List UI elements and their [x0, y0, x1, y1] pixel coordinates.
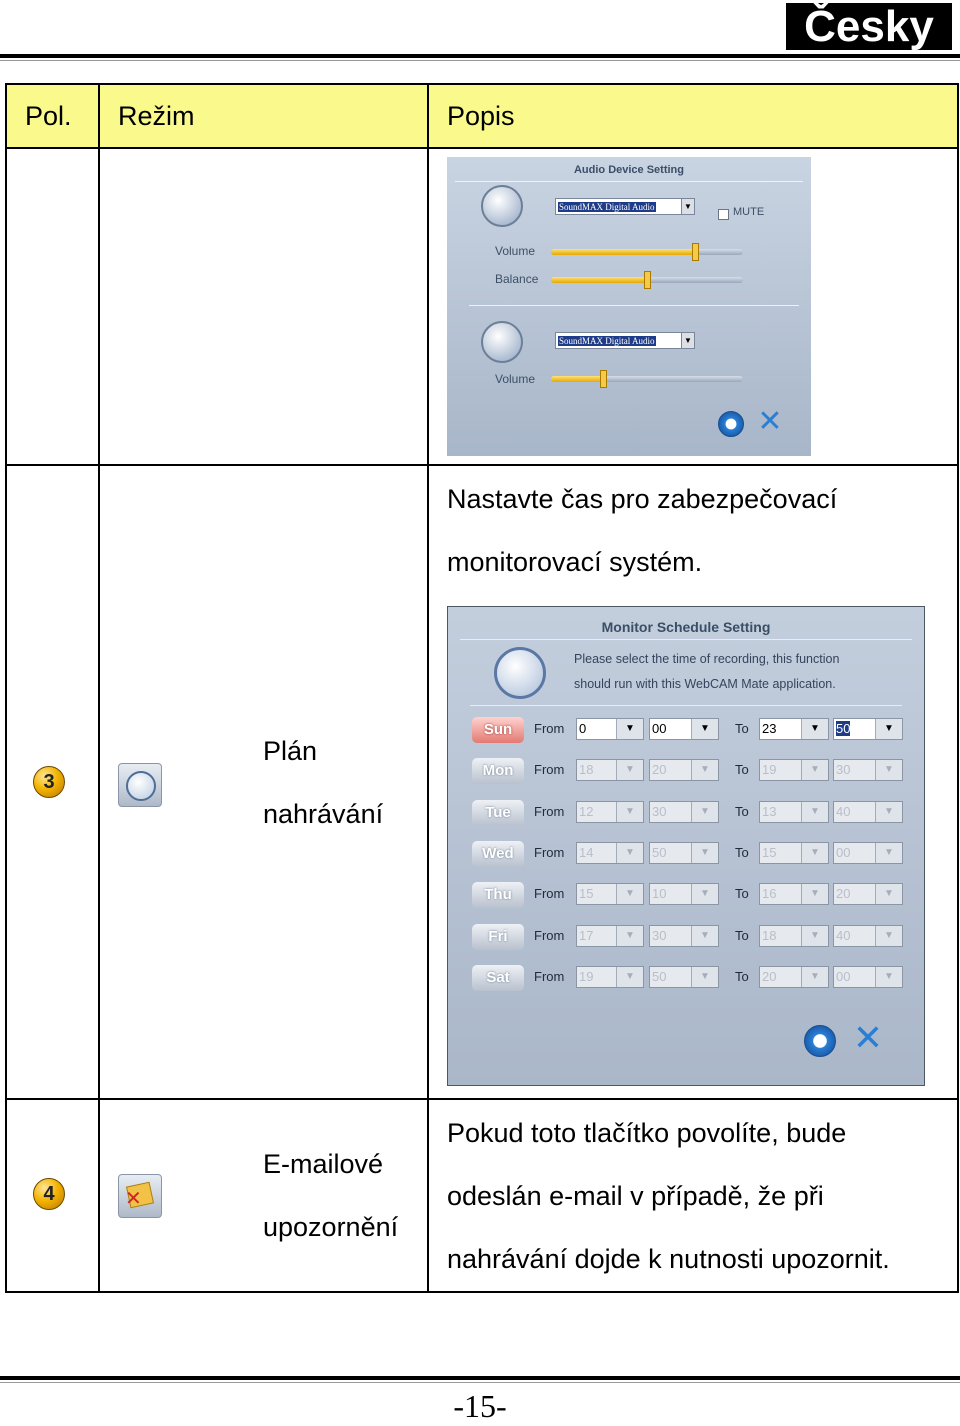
chevron-down-icon: ▼ [875, 760, 902, 780]
chevron-down-icon: ▼ [801, 719, 828, 739]
footer-rule-thin [0, 1382, 960, 1383]
to-label: To [735, 927, 749, 943]
chevron-down-icon: ▼ [616, 926, 643, 946]
to-minute-select-value: 20 [836, 886, 851, 902]
from-minute-select[interactable] [649, 842, 719, 864]
chevron-down-icon: ▼ [801, 802, 828, 822]
clock-icon [494, 647, 546, 699]
balance-label: Balance [495, 272, 539, 286]
mic-volume-slider-thumb[interactable] [600, 370, 607, 388]
feature-table [5, 83, 959, 1293]
from-minute-select-value: 30 [652, 927, 667, 943]
to-label: To [735, 803, 749, 819]
to-hour-select[interactable] [759, 801, 829, 823]
from-label: From [534, 803, 565, 819]
mode-label-4b: upozornění [263, 1212, 399, 1242]
to-minute-select-value: 50 [836, 721, 851, 736]
from-hour-select[interactable] [576, 718, 644, 740]
from-minute-select-value: 10 [652, 886, 667, 902]
table-header-row [6, 84, 958, 148]
cell-pos-3 [6, 465, 99, 1099]
microphone-icon [481, 321, 523, 363]
from-hour-select[interactable] [576, 925, 644, 947]
email-alert-icon: ✕ [118, 1174, 162, 1218]
schedule-note-line2: should run with this WebCAM Mate application. [574, 677, 836, 691]
chevron-down-icon: ▼ [875, 884, 902, 904]
section-divider [470, 705, 902, 706]
to-minute-select-value: 40 [836, 927, 851, 943]
chevron-down-icon: ▼ [691, 967, 718, 987]
to-label: To [735, 844, 749, 860]
mode-label-4a: E-mailové [263, 1149, 384, 1179]
mic-volume-slider-fill [551, 376, 603, 382]
title-divider [460, 639, 912, 640]
to-minute-select[interactable] [833, 842, 903, 864]
audio-device-panel [447, 157, 811, 456]
table-row-3 [6, 465, 958, 1099]
mic-volume-slider[interactable] [551, 376, 743, 382]
apply-button[interactable] [718, 411, 744, 437]
day-button-tue[interactable]: Tue [472, 800, 524, 826]
chevron-down-icon: ▼ [616, 802, 643, 822]
cell-pos-4 [6, 1099, 99, 1292]
chevron-down-icon: ▼ [691, 884, 718, 904]
cell-desc-3 [428, 465, 958, 1099]
from-hour-select[interactable] [576, 801, 644, 823]
language-badge: Česky [786, 3, 952, 50]
from-hour-select-value: 17 [579, 927, 594, 943]
to-hour-select[interactable] [759, 966, 829, 988]
mode-label-3b: nahrávání [263, 799, 384, 829]
chevron-down-icon: ▼ [875, 802, 902, 822]
cell-desc-audio [428, 148, 958, 465]
number-4-icon: 4 [33, 1178, 65, 1210]
to-hour-select-value: 16 [762, 886, 777, 902]
chevron-down-icon: ▼ [875, 843, 902, 863]
day-button-sun[interactable]: Sun [472, 717, 524, 743]
volume-slider-thumb[interactable] [692, 243, 699, 261]
from-hour-select-value: 18 [579, 762, 594, 778]
cell-mode-audio [99, 148, 428, 465]
row3-desc-line1: Nastavte čas pro zabezpečovací [447, 484, 838, 514]
chevron-down-icon: ▼ [681, 199, 694, 214]
to-hour-select[interactable] [759, 759, 829, 781]
to-hour-select-value: 20 [762, 968, 777, 984]
from-label: From [534, 886, 565, 902]
header-desc: Popis [428, 84, 958, 148]
from-label: From [534, 927, 565, 943]
chevron-down-icon: ▼ [801, 843, 828, 863]
chevron-down-icon: ▼ [616, 843, 643, 863]
footer-rule [0, 1376, 960, 1380]
table-row-4 [6, 1099, 958, 1292]
chevron-down-icon: ▼ [681, 333, 694, 348]
from-hour-select-value: 19 [579, 968, 594, 984]
close-button[interactable]: ✕ [852, 1018, 884, 1059]
from-hour-select-value: 15 [579, 886, 594, 902]
volume-slider-fill [551, 249, 695, 255]
to-minute-select[interactable] [833, 801, 903, 823]
to-hour-select-value: 19 [762, 762, 777, 778]
volume-label: Volume [495, 244, 536, 258]
to-hour-select-value: 23 [762, 721, 777, 736]
to-minute-select[interactable] [833, 966, 903, 988]
to-hour-select[interactable] [759, 842, 829, 864]
volume-slider[interactable] [551, 249, 743, 255]
input-device-select[interactable] [555, 332, 695, 349]
day-button-fri[interactable]: Fri [472, 924, 524, 950]
from-hour-select[interactable] [576, 759, 644, 781]
to-hour-select-value: 13 [762, 803, 777, 819]
day-button-sat[interactable]: Sat [472, 965, 524, 991]
day-button-wed[interactable]: Wed [472, 841, 524, 867]
to-minute-select[interactable] [833, 925, 903, 947]
chevron-down-icon: ▼ [691, 719, 718, 739]
output-device-value: SoundMAX Digital Audio [559, 202, 655, 212]
from-hour-select[interactable] [576, 966, 644, 988]
chevron-down-icon: ▼ [801, 760, 828, 780]
chevron-down-icon: ▼ [691, 843, 718, 863]
from-hour-select[interactable] [576, 883, 644, 905]
speaker-icon [481, 185, 523, 227]
section-divider [469, 305, 799, 306]
input-device-value: SoundMAX Digital Audio [559, 336, 655, 346]
from-minute-select-value: 50 [652, 844, 667, 860]
day-button-mon[interactable]: Mon [472, 758, 524, 784]
row4-desc-line3: nahrávání dojde k nutnosti upozornit. [447, 1244, 890, 1274]
from-label: From [534, 844, 565, 860]
chevron-down-icon: ▼ [875, 967, 902, 987]
chevron-down-icon: ▼ [691, 760, 718, 780]
to-minute-select-value: 00 [836, 968, 851, 984]
apply-button[interactable] [804, 1025, 836, 1057]
mute-label: MUTE [733, 206, 765, 218]
chevron-down-icon: ▼ [616, 967, 643, 987]
to-hour-select-value: 15 [762, 844, 777, 860]
from-hour-select-value: 14 [579, 844, 594, 860]
chevron-down-icon: ▼ [875, 719, 902, 739]
from-hour-select-value: 12 [579, 803, 594, 819]
header-mode: Režim [99, 84, 428, 148]
cell-mode-3 [99, 465, 428, 1099]
from-minute-select[interactable] [649, 801, 719, 823]
cell-desc-4 [428, 1099, 958, 1292]
from-label: From [534, 968, 565, 984]
mic-volume-label: Volume [495, 372, 536, 386]
chevron-down-icon: ▼ [801, 884, 828, 904]
from-minute-select-value: 30 [652, 803, 667, 819]
to-label: To [735, 762, 749, 778]
number-3-icon: 3 [33, 766, 65, 798]
row4-description [429, 1100, 957, 1291]
to-hour-select[interactable] [759, 925, 829, 947]
chevron-down-icon: ▼ [801, 967, 828, 987]
page-number: -15- [453, 1388, 507, 1424]
to-label: To [735, 968, 749, 984]
schedule-panel-title: Monitor Schedule Setting [601, 619, 771, 635]
row3-description [429, 466, 957, 594]
from-label: From [534, 762, 565, 778]
balance-slider-thumb[interactable] [644, 271, 651, 289]
from-minute-select[interactable] [649, 759, 719, 781]
from-hour-select-value: 0 [579, 721, 587, 736]
schedule-note-line1: Please select the time of recording, this function [574, 652, 840, 666]
top-rule-thin [0, 60, 960, 61]
to-minute-select[interactable] [833, 718, 903, 740]
to-label: To [735, 721, 749, 736]
close-button[interactable]: ✕ [757, 404, 783, 439]
title-divider [455, 181, 803, 182]
cell-mode-4 [99, 1099, 428, 1292]
mute-checkbox[interactable] [718, 209, 729, 220]
row3-desc-line2: monitorovací systém. [447, 547, 703, 577]
output-device-select[interactable] [555, 198, 695, 215]
chevron-down-icon: ▼ [691, 926, 718, 946]
top-rule [0, 54, 960, 58]
from-minute-select-value: 00 [652, 721, 667, 736]
to-minute-select-value: 40 [836, 803, 851, 819]
chevron-down-icon: ▼ [875, 926, 902, 946]
from-minute-select[interactable] [649, 925, 719, 947]
monitor-schedule-panel [447, 606, 925, 1086]
chevron-down-icon: ▼ [801, 926, 828, 946]
to-hour-select-value: 18 [762, 927, 777, 943]
to-minute-select-value: 30 [836, 762, 851, 778]
from-minute-select[interactable] [649, 718, 719, 740]
balance-slider-fill [551, 277, 647, 283]
chevron-down-icon: ▼ [616, 884, 643, 904]
to-minute-select[interactable] [833, 883, 903, 905]
audio-panel-title: Audio Device Setting [573, 164, 685, 176]
chevron-down-icon: ▼ [691, 802, 718, 822]
from-minute-select[interactable] [649, 883, 719, 905]
chevron-down-icon: ▼ [616, 719, 643, 739]
row4-desc-line1: Pokud toto tlačítko povolíte, bude [447, 1118, 847, 1148]
from-hour-select[interactable] [576, 842, 644, 864]
from-label: From [534, 721, 565, 736]
from-minute-select-value: 50 [652, 968, 667, 984]
balance-slider[interactable] [551, 277, 743, 283]
day-button-thu[interactable]: Thu [472, 882, 524, 908]
to-minute-select-value: 00 [836, 844, 851, 860]
table-row-audio [6, 148, 958, 465]
row4-desc-line2: odeslán e-mail v případě, že při [447, 1181, 824, 1211]
to-minute-select[interactable] [833, 759, 903, 781]
to-label: To [735, 886, 749, 902]
to-hour-select[interactable] [759, 883, 829, 905]
header-pos: Pol. [6, 84, 99, 148]
from-minute-select[interactable] [649, 966, 719, 988]
schedule-clock-icon [118, 763, 162, 807]
cell-pos-audio [6, 148, 99, 465]
chevron-down-icon: ▼ [616, 760, 643, 780]
to-hour-select[interactable] [759, 718, 829, 740]
mode-label-3a: Plán [263, 736, 318, 766]
from-minute-select-value: 20 [652, 762, 667, 778]
